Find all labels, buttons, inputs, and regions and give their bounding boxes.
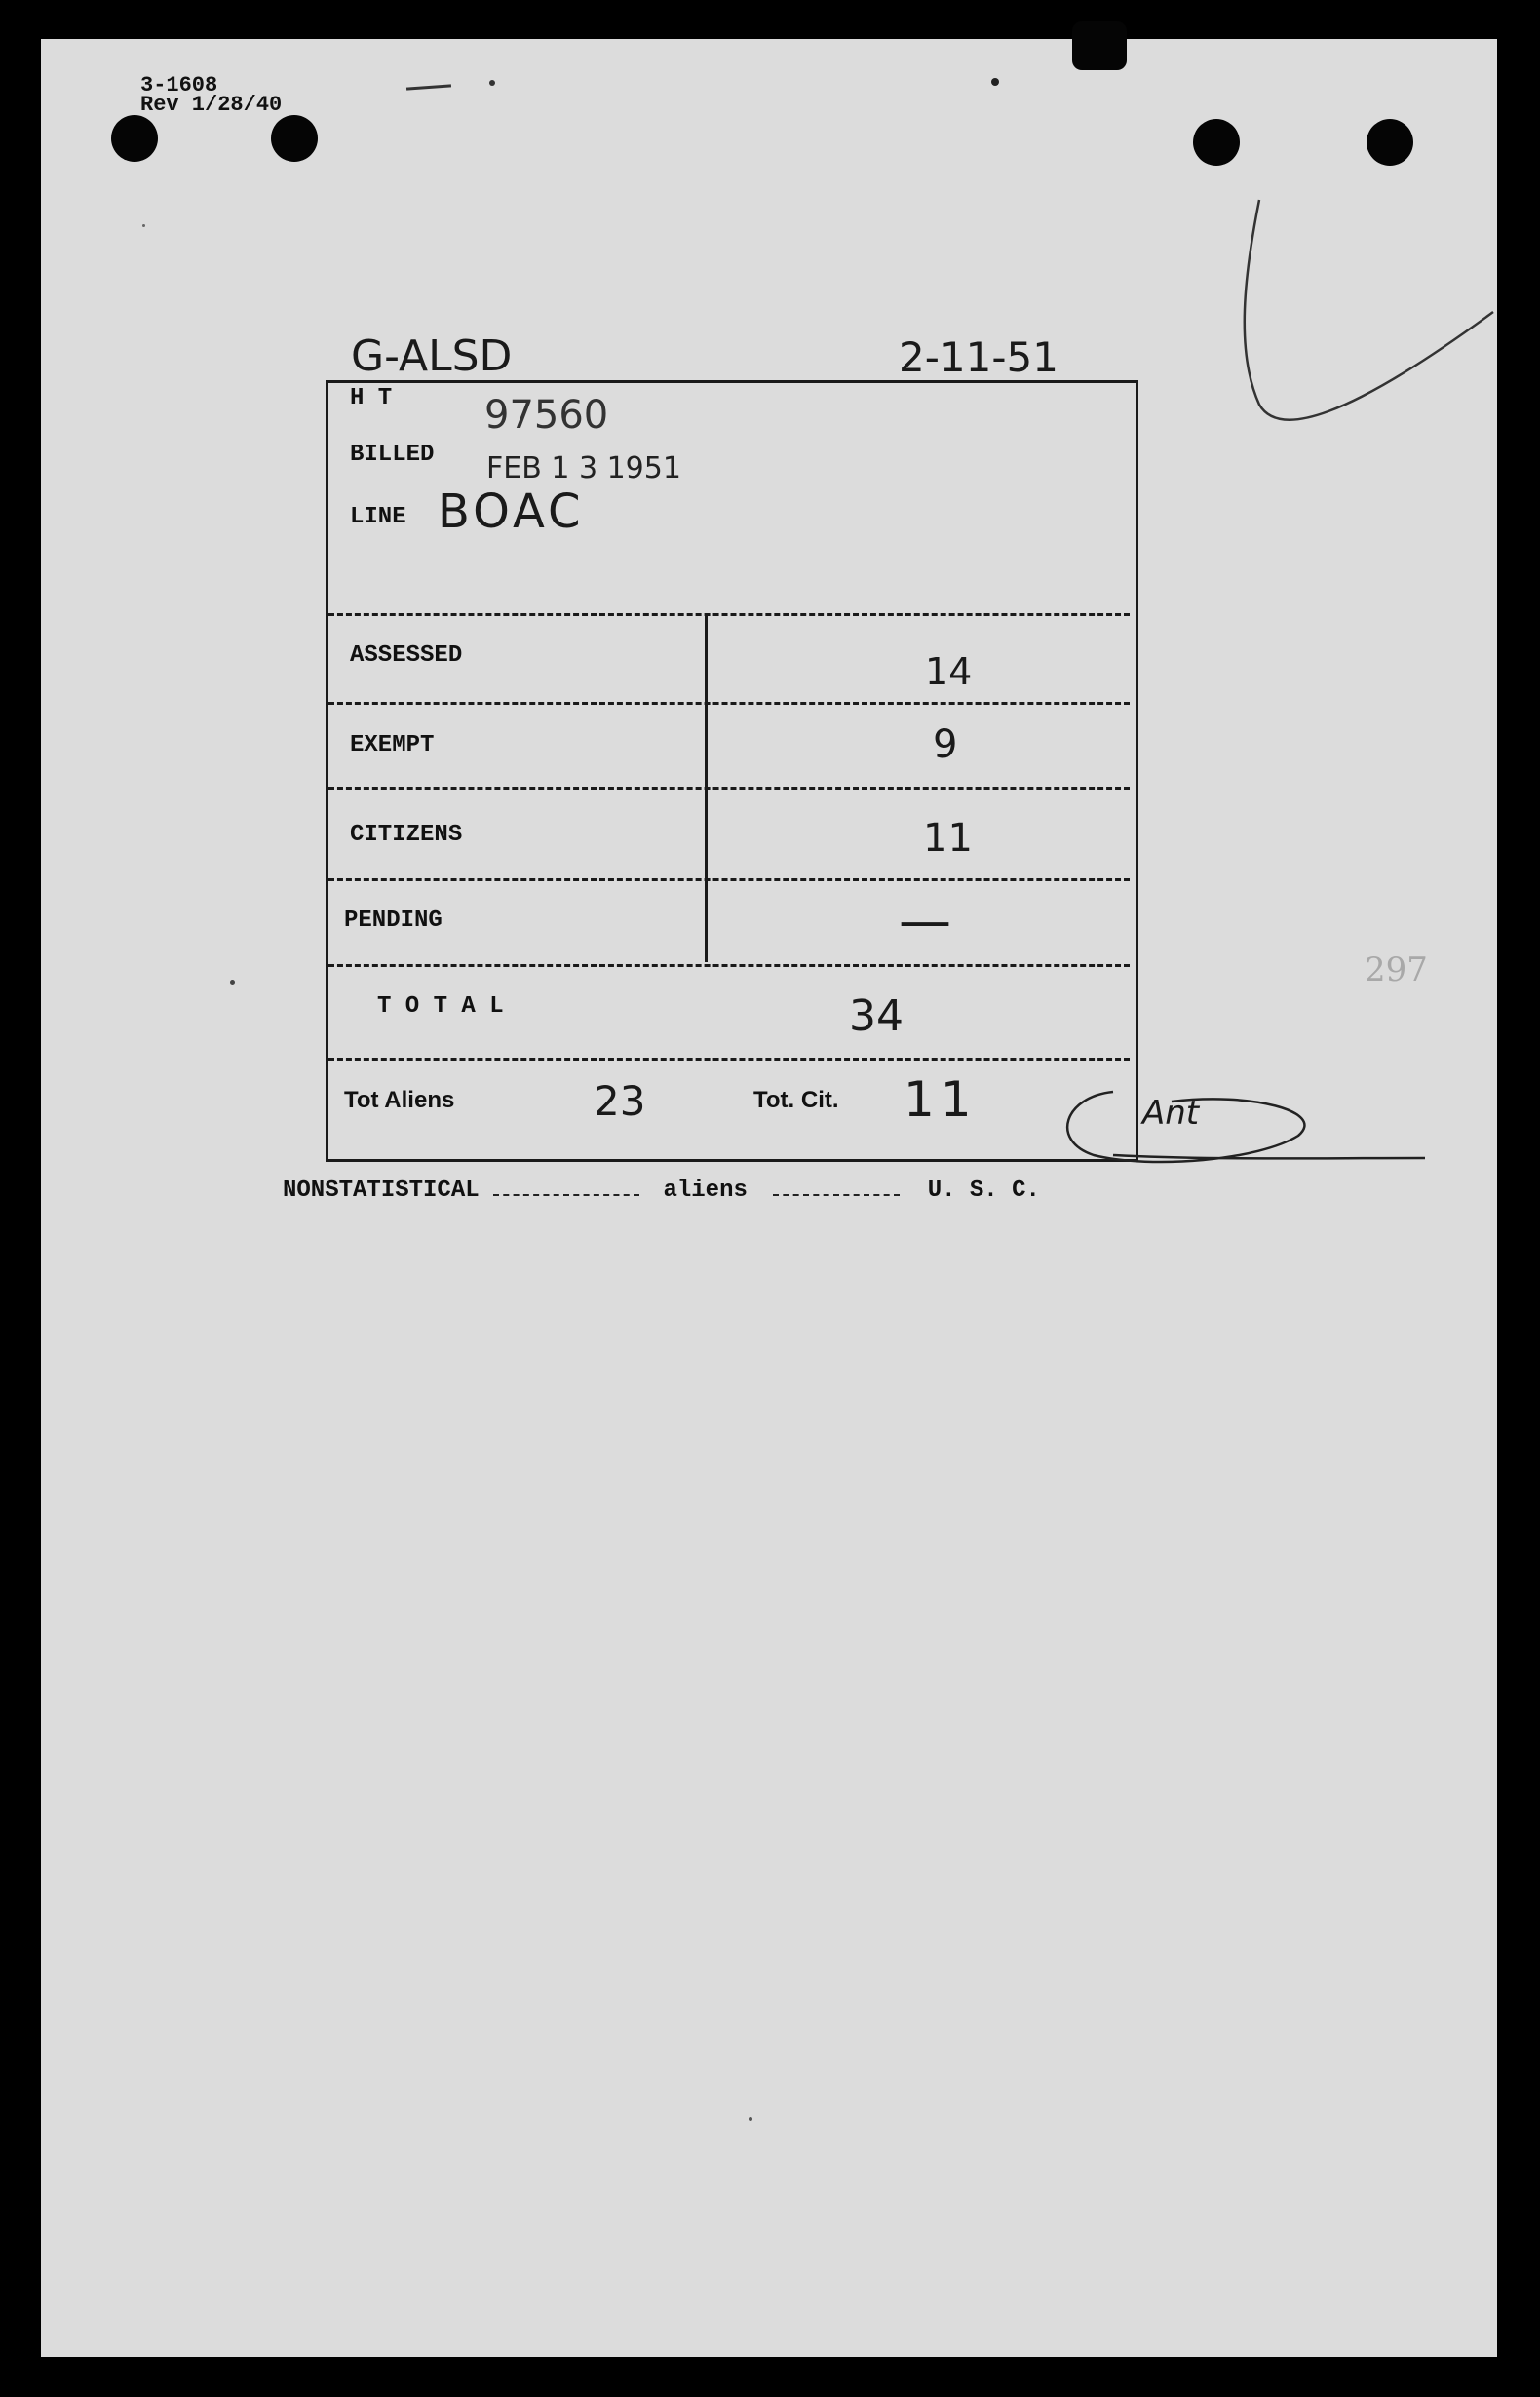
line-label: LINE — [350, 504, 406, 530]
punch-hole — [1193, 119, 1240, 166]
aliens-label: aliens — [663, 1178, 748, 1204]
column-divider — [705, 615, 708, 962]
scan-mark — [991, 78, 999, 86]
nonstatistical-aliens-blank — [493, 1194, 639, 1196]
punch-hole — [1367, 119, 1413, 166]
pen-stroke-mark — [1230, 195, 1503, 458]
initials-loop-mark — [1055, 1082, 1444, 1189]
airline-name: BOAC — [438, 484, 585, 539]
row-value-citizens: 11 — [923, 816, 973, 861]
row-label-pending: PENDING — [344, 908, 443, 934]
punch-hole — [1072, 21, 1127, 70]
billed-stamp: FEB 1 3 1951 — [486, 451, 681, 485]
total-label: T O T A L — [377, 993, 504, 1020]
tot-aliens-label: Tot Aliens — [344, 1087, 455, 1113]
divider — [328, 613, 1130, 616]
nonstatistical-line — [283, 1178, 1040, 1204]
row-value-pending: — — [899, 890, 951, 951]
divider — [328, 787, 1130, 790]
tot-cit-label: Tot. Cit. — [753, 1087, 839, 1113]
divider — [328, 878, 1130, 881]
nonstatistical-label: NONSTATISTICAL — [283, 1178, 480, 1204]
divider — [328, 702, 1130, 705]
punch-hole — [271, 115, 318, 162]
side-note-number: 297 — [1365, 950, 1428, 989]
form-number: 3-1608 — [140, 73, 218, 97]
usc-label: U. S. C. — [927, 1178, 1040, 1204]
row-label-assessed: ASSESSED — [350, 642, 463, 669]
row-label-exempt: EXEMPT — [350, 732, 435, 758]
scan-mark — [406, 84, 451, 90]
scan-speck — [749, 2117, 752, 2121]
row-value-exempt: 9 — [933, 722, 958, 767]
divider — [328, 964, 1130, 967]
initials: Ant — [1142, 1094, 1200, 1133]
row-label-citizens: CITIZENS — [350, 822, 463, 848]
tot-aliens-value: 23 — [594, 1077, 646, 1125]
nonstatistical-usc-blank — [773, 1194, 900, 1196]
document-page — [41, 39, 1497, 2357]
billed-label: BILLED — [350, 442, 435, 468]
scan-mark — [489, 80, 495, 86]
form-number-block — [140, 73, 283, 117]
punch-hole — [111, 115, 158, 162]
scan-speck — [142, 224, 145, 227]
tot-cit-value: 11 — [904, 1071, 978, 1128]
divider — [328, 1058, 1130, 1061]
manifest-table — [326, 380, 1138, 1162]
form-revision: Rev 1/28/40 — [140, 93, 283, 117]
handwritten-date: 2-11-51 — [899, 333, 1059, 381]
scan-mark — [230, 980, 235, 985]
ht-label: H T — [350, 385, 393, 411]
row-value-assessed: 14 — [925, 650, 973, 693]
aircraft-code: G-ALSD — [351, 331, 513, 381]
ht-number: 97560 — [484, 393, 609, 438]
total-value: 34 — [849, 991, 904, 1041]
